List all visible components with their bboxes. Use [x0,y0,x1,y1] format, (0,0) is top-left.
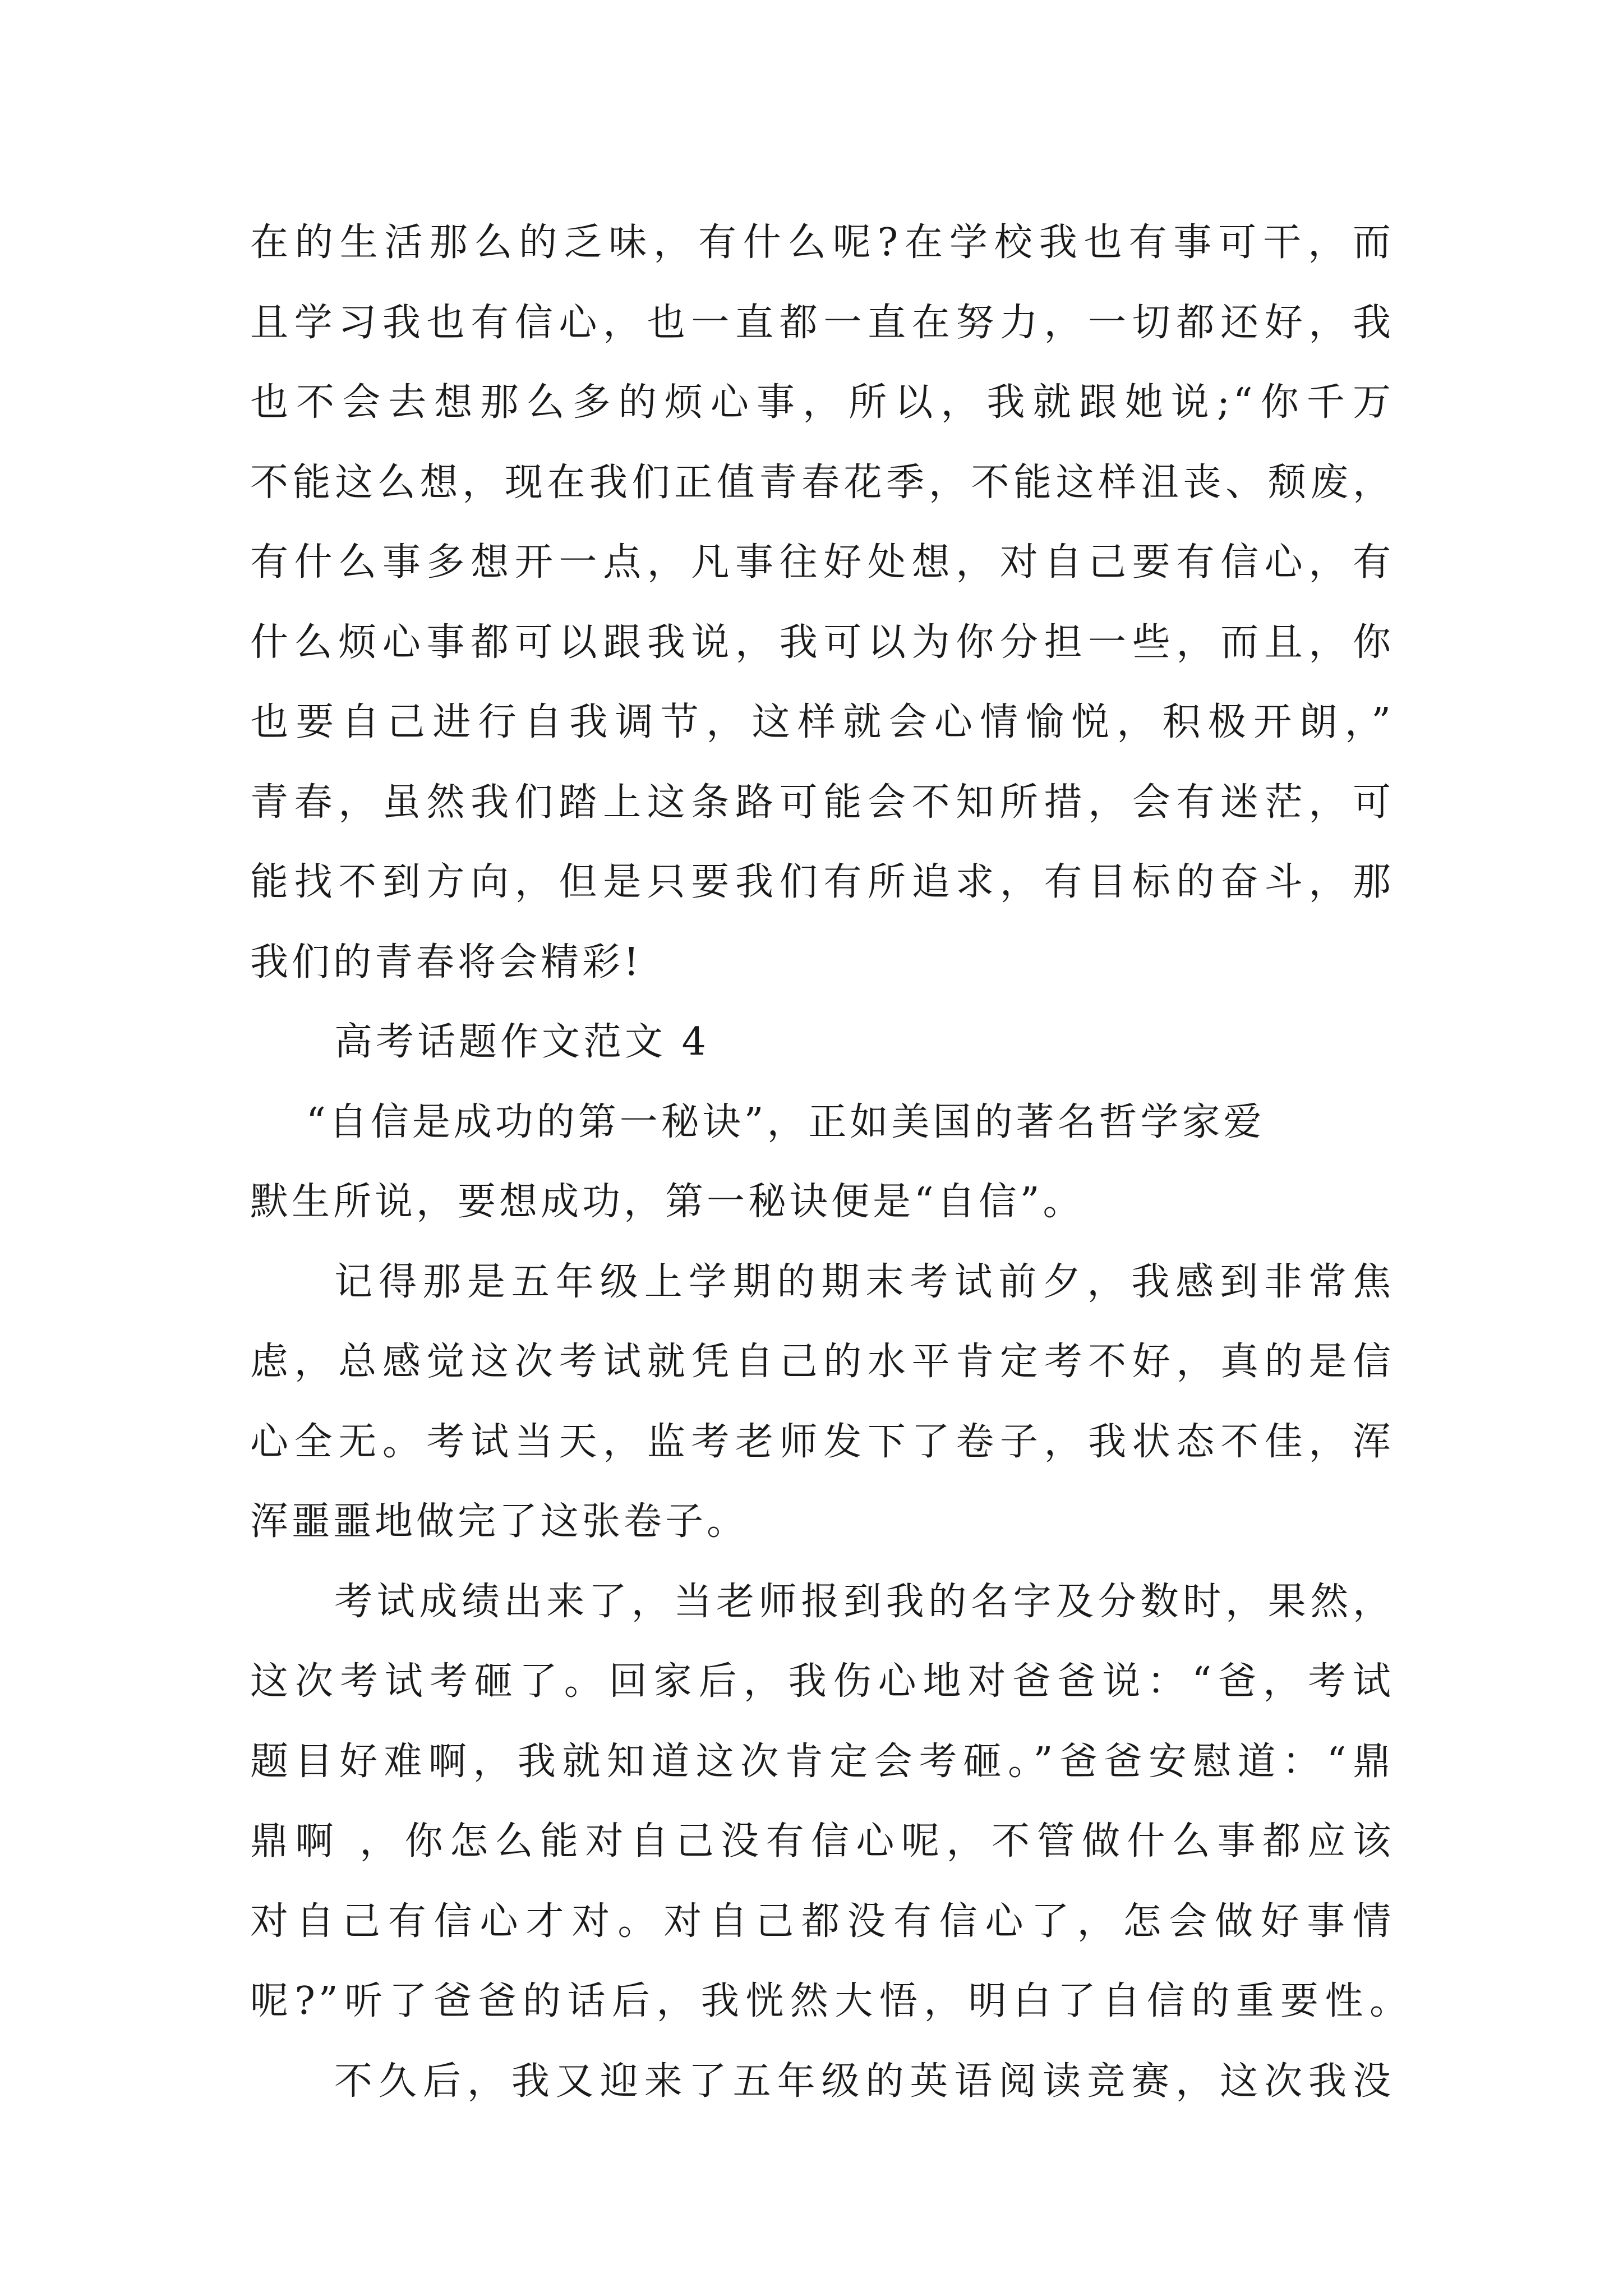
text-line: 我们的青春将会精彩! [250,940,643,984]
text-line: 不能这么想，现在我们正值青春花季，不能这样沮丧、颓废， [250,461,1394,505]
text-line: 什么烦心事都可以跟我说，我可以为你分担一些，而且，你 [250,620,1394,665]
text-line: 这次考试考砸了。回家后，我伤心地对爸爸说：“爸，考试 [250,1659,1394,1704]
text-line: 能找不到方向，但是只要我们有所追求，有目标的奋斗，那 [250,860,1394,904]
text-line: 默生所说，要想成功，第一秘诀便是“自信”。 [250,1180,1085,1224]
text-line: 心全无。考试当天，监考老师发下了卷子，我状态不佳，浑 [250,1420,1394,1464]
text-line: 不久后，我又迎来了五年级的英语阅读竞赛，这次我没 [334,2059,1394,2104]
text-line: “自信是成功的第一秘诀”，正如美国的著名哲学家爱 [306,1100,1265,1144]
text-line: 呢?”听了爸爸的话后，我恍然大悟，明白了自信的重要性。 [250,1979,1411,2023]
text-line: 且学习我也有信心，也一直都一直在努力，一切都还好，我 [250,301,1394,345]
text-line: 对自己有信心才对。对自己都没有信心了，怎会做好事情 [250,1899,1394,1944]
text-line: 考试成绩出来了，当老师报到我的名字及分数时，果然， [334,1580,1394,1624]
text-line: 记得那是五年级上学期的期末考试前夕，我感到非常焦 [334,1260,1394,1304]
section-heading: 高考话题作文范文 4 [334,1020,709,1064]
text-line: 也不会去想那么多的烦心事，所以，我就跟她说;“你千万 [250,380,1394,425]
text-line: 在的生活那么的乏味，有什么呢?在学校我也有事可干，而 [250,220,1394,265]
text-line: 鼎啊 ，你怎么能对自己没有信心呢，不管做什么事都应该 [250,1819,1394,1864]
text-line: 青春，虽然我们踏上这条路可能会不知所措，会有迷茫，可 [250,780,1394,825]
text-line: 浑噩噩地做完了这张卷子。 [250,1499,749,1544]
text-line: 题目好难啊，我就知道这次肯定会考砸。”爸爸安慰道：“鼎 [250,1740,1394,1784]
text-line: 虑，总感觉这次考试就凭自己的水平肯定考不好，真的是信 [250,1340,1394,1384]
text-line: 也要自己进行自我调节，这样就会心情愉悦，积极开朗，” [250,700,1394,744]
text-line: 有什么事多想开一点，凡事往好处想，对自己要有信心，有 [250,540,1394,585]
